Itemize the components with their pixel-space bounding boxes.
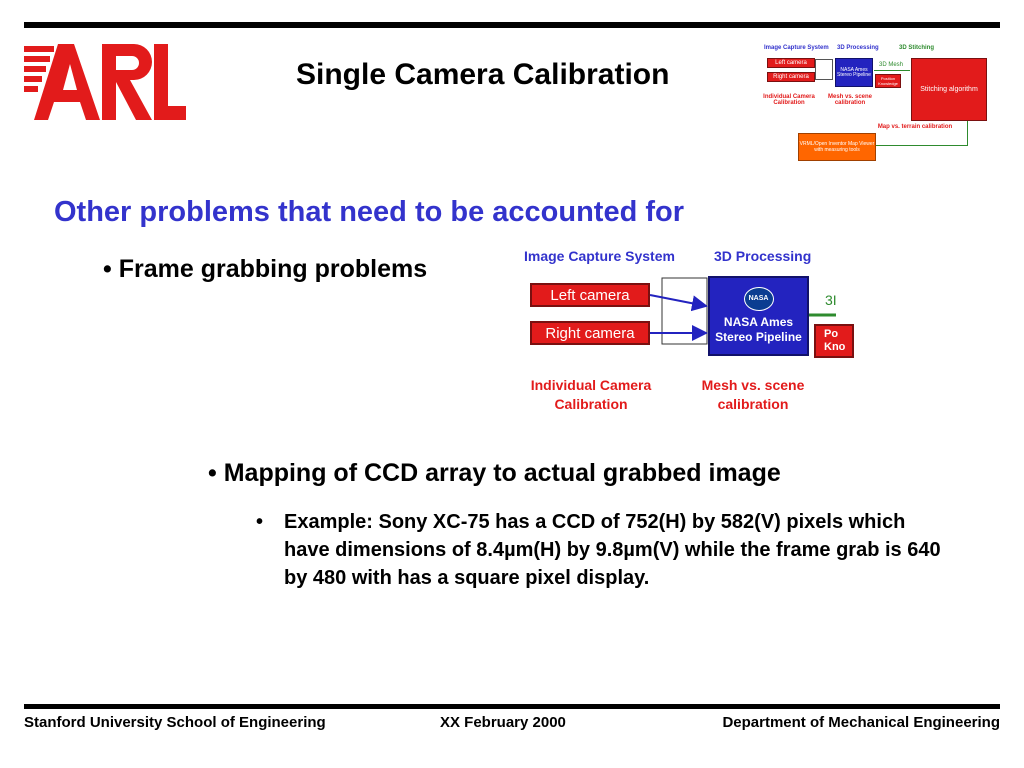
- thumb-viewer-box: VRML/Open Inventor Map Viewer with measuring tools: [798, 133, 876, 161]
- thumb-header-processing: 3D Processing: [837, 45, 879, 51]
- bullet-marker: •: [103, 255, 112, 283]
- thumb-header-stitching: 3D Stitching: [899, 45, 935, 51]
- partial-line2: Kno: [824, 341, 846, 353]
- thumb-nasa-label: NASA Ames Stereo Pipeline: [837, 66, 871, 78]
- bullet-text: Frame grabbing problems: [118, 255, 428, 283]
- individual-line1: Individual Camera: [530, 377, 652, 393]
- partial-3d-label: 3I: [825, 292, 837, 308]
- thumb-right-camera: Right camera: [767, 72, 815, 82]
- nasa-pipeline-box: [708, 276, 809, 356]
- footer-center: XX February 2000: [440, 714, 566, 731]
- thumb-vertical-line: [967, 121, 968, 145]
- page-title: Single Camera Calibration: [296, 58, 670, 91]
- footer-left: Stanford University School of Engineering: [24, 714, 326, 731]
- individual-calibration-label: [518, 376, 664, 414]
- thumb-connector-box: [815, 59, 833, 80]
- thumb-mesh-line: [874, 70, 910, 71]
- footer-right: Department of Mechanical Engineering: [722, 714, 1000, 731]
- overview-diagram: [752, 42, 992, 167]
- bullet-ccd-mapping: [208, 459, 781, 488]
- thumb-individual-calibration: Individual Camera Calibration: [763, 94, 815, 106]
- partial-position-box: [814, 324, 854, 358]
- header-image-capture: Image Capture System: [524, 248, 675, 264]
- thumb-left-camera: Left camera: [767, 58, 815, 68]
- thumb-mesh-label: 3D Mesh: [879, 62, 904, 68]
- thumb-map-vs-terrain: Map vs. terrain calibration: [877, 124, 953, 130]
- thumb-nasa-box: [835, 58, 873, 87]
- mesh-calibration-label: [688, 376, 818, 414]
- mesh-line1: Mesh vs. scene: [701, 377, 805, 393]
- bullet-text: Example: Sony XC-75 has a CCD of 752(H) by 582(V) pixels which have dimensions of 8.4µm(H) by 9.8µm(V) while the frame grab is 640 by 480 with has a square pixel display.: [284, 511, 941, 589]
- section-heading: Other problems that need to be accounted for: [54, 196, 685, 228]
- top-rule: [24, 22, 1000, 28]
- bottom-rule: [24, 704, 1000, 709]
- thumb-stitching-box: Stitching algorithm: [911, 58, 987, 121]
- nasa-line1: NASA Ames: [723, 315, 794, 329]
- bullet-frame-grabbing: [103, 255, 427, 284]
- partial-line1: Po: [824, 328, 839, 340]
- bullet-marker: •: [208, 459, 217, 487]
- thumb-mesh-vs-scene: Mesh vs. scene calibration: [827, 94, 873, 106]
- bullet-text: Mapping of CCD array to actual grabbed image: [223, 459, 781, 487]
- bullet-marker: •: [256, 511, 264, 533]
- nasa-line2: Stereo Pipeline: [715, 330, 802, 344]
- thumb-position-knowledge: Position Knowledge: [875, 74, 901, 88]
- individual-line2: Calibration: [554, 396, 628, 412]
- arl-logo: [24, 42, 186, 122]
- thumb-return-line: [876, 145, 968, 146]
- right-camera-box: Right camera: [530, 321, 650, 345]
- nasa-logo-icon: NASA: [744, 287, 774, 311]
- pipeline-diagram: [518, 244, 846, 420]
- header-3d-processing: 3D Processing: [714, 248, 812, 264]
- left-camera-box: Left camera: [530, 283, 650, 307]
- thumb-header-capture: Image Capture System: [764, 45, 829, 51]
- mesh-line2: calibration: [717, 396, 789, 412]
